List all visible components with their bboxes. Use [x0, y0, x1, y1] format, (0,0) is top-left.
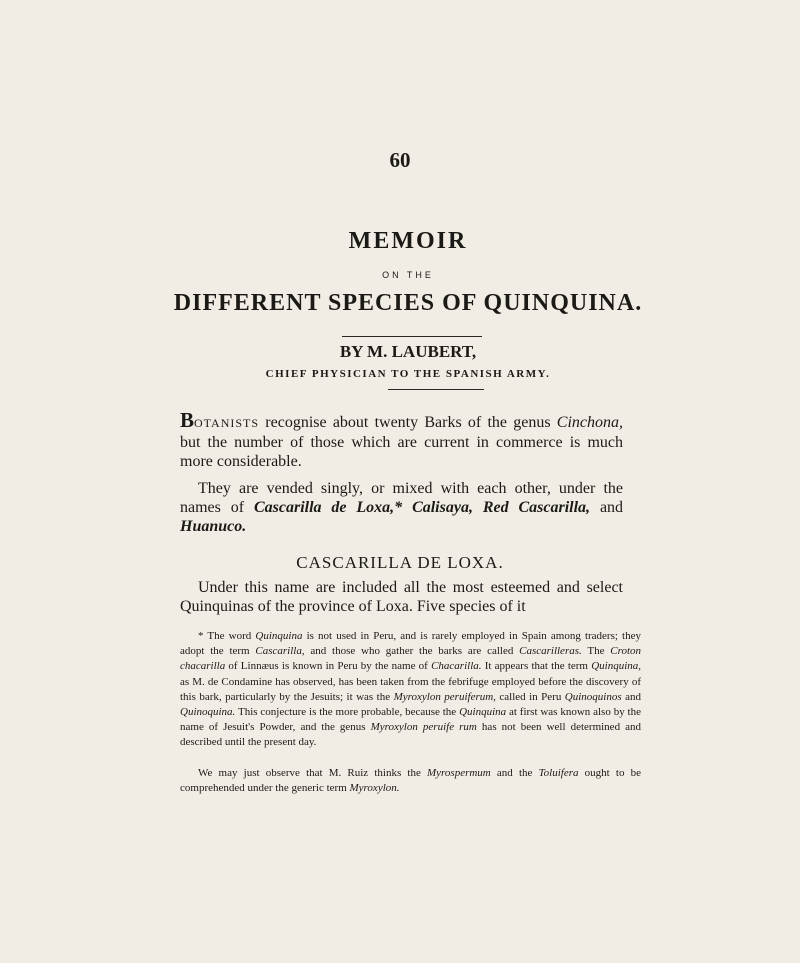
text-run: * The word: [198, 630, 256, 642]
text-run: ought to be comprehended under the generic term: [180, 767, 641, 795]
title-connector: ON THE: [382, 270, 434, 280]
author-line: BY M. LAUBERT,: [339, 342, 477, 361]
bark-name: Cascarilla de Loxa,*: [253, 499, 403, 516]
author-office: CHIEF PHYSICIAN TO THE SPANISH ARMY.: [265, 368, 551, 380]
italic-term: Myroxylon peruiferum,: [393, 690, 496, 703]
italic-term: Quinquina: [255, 630, 303, 642]
page-number: 60: [389, 148, 411, 172]
top-divider: [342, 336, 482, 337]
paragraph-cascarilla: Under this name are included all the most esteemed and select Quinquinas of the province of Loxa. Five species of it: [180, 579, 623, 615]
drop-cap: B: [180, 408, 195, 432]
text-run: recognise about twenty Barks of the genus: [259, 414, 557, 431]
text-run: We may just observe that M. Ruiz thinks the: [198, 767, 427, 779]
paragraph-botanists: [180, 408, 623, 471]
text-run: and the: [490, 767, 539, 779]
text-run: of Linnæus is known in Peru by the name of: [225, 660, 432, 673]
italic-term: Cinchona,: [556, 414, 623, 431]
text-run: at first was known also by the name of Jesuit's Powder, and the genus: [180, 706, 641, 734]
memoir-subtitle: DIFFERENT SPECIES OF QUINQUINA.: [173, 290, 643, 316]
italic-term: Myrospermum: [427, 767, 491, 779]
text-run: and: [590, 499, 624, 516]
paragraph-vended: [180, 479, 623, 536]
bark-name: Red Cascarilla,: [482, 499, 591, 516]
text-run: [473, 499, 483, 516]
italic-term: Quinoquina.: [180, 706, 236, 719]
memoir-title: MEMOIR: [348, 228, 468, 254]
text-run: and: [621, 690, 641, 703]
italic-term: Croton chacarilla: [180, 645, 641, 673]
text-run: They are vended singly, or mixed with each other, under the names of: [180, 480, 623, 516]
text-run: as M. de Condamine has observed, has been taken from the febrifuge employed before the discovery of this bark, particularly by the Jesuits; it was the: [180, 675, 641, 703]
bottom-divider: [388, 389, 484, 390]
italic-term: Toluifera: [538, 767, 579, 779]
italic-term: Cascarilla,: [255, 645, 305, 658]
italic-term: Quinquina,: [591, 660, 642, 673]
text-run: but the number of those which are current in commerce is much more considerable.: [180, 434, 623, 470]
text-run: It appears that the term: [481, 660, 592, 673]
italic-term: Myroxylon.: [349, 782, 400, 795]
italic-term: Cascarilleras.: [519, 645, 582, 658]
bark-name: Huanuco.: [180, 518, 247, 535]
section-heading: CASCARILLA DE LOXA.: [296, 553, 504, 572]
text-run: This conjecture is the more probable, because the: [235, 706, 460, 719]
italic-term: Chacarilla.: [431, 660, 482, 673]
bark-name: Calisaya,: [412, 499, 473, 516]
italic-term: Quinquina: [459, 706, 507, 719]
footnote-quinquina: [180, 629, 641, 751]
text-run: called in Peru: [495, 690, 565, 703]
text-run: The: [581, 645, 611, 658]
italic-term: Quinoquinos: [564, 690, 622, 703]
text-run: [402, 499, 412, 516]
italic-term: Myroxylon peruife rum: [370, 721, 477, 734]
text-run: has not been well determined and described until the present day.: [180, 721, 642, 749]
text-run: and those who gather the barks are called: [304, 645, 520, 658]
small-caps-word: OTANISTS: [194, 416, 260, 430]
footnote-ruiz: [180, 766, 641, 796]
text-run: is not used in Peru, and is rarely employed in Spain among traders; they adopt the term: [180, 630, 641, 658]
